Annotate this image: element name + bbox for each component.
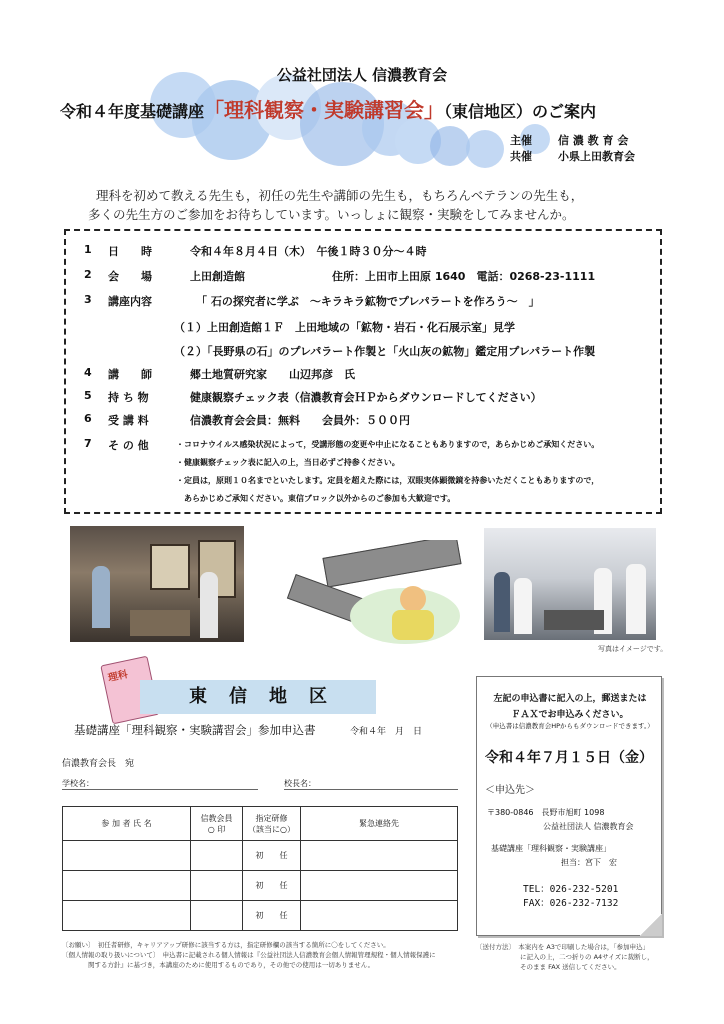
emergency-contact-cell[interactable] <box>301 841 458 871</box>
training-cell[interactable]: 初 任 <box>243 841 301 871</box>
participant-name-cell[interactable] <box>63 841 191 871</box>
participant-name-cell[interactable] <box>63 871 191 901</box>
send-note-line: そのまま FAX 送信してください。 <box>520 963 621 971</box>
page-title <box>60 94 596 123</box>
col-training: 指定研修 （該当に○） <box>243 807 301 841</box>
page-curl <box>640 914 662 936</box>
detail-label: そ の 他 <box>108 439 149 452</box>
instruction-line: 左記の申込書に記入の上，郵送または <box>493 694 647 704</box>
table-row <box>63 871 458 901</box>
organization-name: 公益社団法人 信濃教育会 <box>276 66 448 84</box>
detail-value: 上田創造館 <box>190 270 245 283</box>
content-item-2: （２）「長野県の石」のプレパラート作製と「火山灰の鉱物」鑑定用プレパラート作製 <box>174 345 596 358</box>
school-name-field[interactable] <box>62 778 258 790</box>
form-title: 基礎講座「理科観察・実験講習会」参加申込書 <box>74 723 316 737</box>
col-emergency-contact: 緊急連絡先 <box>301 807 458 841</box>
participant-name-cell[interactable] <box>63 901 191 931</box>
intro-text <box>88 186 656 224</box>
course-name: 基礎講座「理科観察・実験講座」 <box>491 844 611 853</box>
postal-address: 〒380-0846 長野市旭町 1098 <box>487 808 605 817</box>
host-name: 信 濃 教 育 会 <box>558 134 629 147</box>
destination-org: 公益社団法人 信濃教育会 <box>543 822 634 831</box>
detail-num: 2 <box>84 268 92 281</box>
emergency-contact-cell[interactable] <box>301 901 458 931</box>
footnote: 関する方針』に基づき，本講座のために使用するものであり，その他での使用は一切ありません。 <box>62 961 375 969</box>
decor-bubble <box>466 130 504 168</box>
detail-value: 健康観察チェック表（信濃教育会ＨＰからダウンロードしてください） <box>190 391 542 404</box>
photo-exhibit-room <box>70 526 244 642</box>
content-theme: 「 石の探究者に学ぶ ～キラキラ鉱物でプレパラートを作ろう～ 」 <box>196 295 540 308</box>
detail-num: 7 <box>84 437 92 450</box>
form-addressee: 信濃教育会長 宛 <box>62 759 135 769</box>
region-banner: 東信地区 <box>140 680 376 714</box>
fax-number: FAX：026-232-7132 <box>523 898 619 909</box>
decor-bubble <box>430 126 470 166</box>
other-note: あらかじめご承知ください。東信ブロック以外からのご参加も大歓迎です。 <box>176 494 456 503</box>
detail-label: 講 師 <box>108 368 152 381</box>
title-region: （東信地区） <box>444 102 533 121</box>
detail-label: 講座内容 <box>108 295 152 308</box>
instruction-note: （申込書は信濃教育会HPからもダウンロードできます。） <box>486 722 654 730</box>
footnote: 〔個人情報の取り扱いについて〕 申込書に記載される個人情報は『公益社団法人信濃教育会個人情報管理規程・個人情報保護に <box>62 951 436 959</box>
principal-label: 校長名： <box>284 779 316 788</box>
hosts <box>510 133 635 165</box>
member-cell[interactable] <box>191 841 243 871</box>
detail-label: 日 時 <box>108 245 152 258</box>
detail-num: 3 <box>84 293 92 306</box>
detail-num: 5 <box>84 389 92 402</box>
col-participant-name: 参 加 者 氏 名 <box>63 807 191 841</box>
send-note-line: に記入の上，二つ折りの A4サイズに裁断し， <box>520 953 654 961</box>
intro-line: 理科を初めて教える先生も，初任の先生や講師の先生も，もちろんベテランの先生も， <box>96 188 584 203</box>
detail-num: 1 <box>84 243 92 256</box>
table-row <box>63 901 458 931</box>
submission-info-box <box>476 676 662 936</box>
intro-line: 多くの先生方のご参加をお待ちしています。いっしょに観察・実験をしてみませんか。 <box>88 207 575 222</box>
tel-number: TEL：026-232-5201 <box>523 884 619 895</box>
col-member: 信教会員 ○ 印 <box>191 807 243 841</box>
footnote: 〔お願い〕 初任者研修，キャリアアップ研修に該当する方は，指定研修欄の該当する箇所に〇をしてください。 <box>62 941 390 949</box>
deadline: 令和４年７月１５日（金） <box>485 750 653 766</box>
photo-caption: 写真はイメージです。 <box>598 645 668 653</box>
other-note: ・コロナウイルス感染状況によって，受講形態の変更や中止になることもありますので，あらかじめご承知ください。 <box>176 440 600 449</box>
other-note: ・健康観察チェック表に記入の上，当日必ずご持参ください。 <box>176 458 400 467</box>
host-role: 共催 <box>510 150 532 163</box>
title-prefix: 令和４年度基礎講座 <box>60 102 205 121</box>
school-label: 学校名： <box>62 779 94 788</box>
send-method-note <box>476 942 666 972</box>
detail-value: 郷土地質研究家 山辺邦彦 氏 <box>190 368 355 381</box>
training-cell[interactable]: 初 任 <box>243 871 301 901</box>
form-footnotes <box>62 940 462 970</box>
venue-address: 住所：上田市上田原 1640 電話：0268-23-1111 <box>332 270 596 283</box>
title-suffix: のご案内 <box>532 102 597 121</box>
member-cell[interactable] <box>191 871 243 901</box>
form-date: 令和４年 月 日 <box>350 727 423 737</box>
content-item-1: （１）上田創造館１Ｆ 上田地域の「鉱物・岩石・化石展示室」見学 <box>174 321 515 334</box>
detail-num: 6 <box>84 412 92 425</box>
details-box <box>64 229 662 514</box>
instruction-line: ＦＡＸでお申込みください。 <box>511 710 629 720</box>
emergency-contact-cell[interactable] <box>301 871 458 901</box>
principal-name-field[interactable] <box>284 778 458 790</box>
training-cell[interactable]: 初 任 <box>243 901 301 931</box>
host-name: 小県上田教育会 <box>558 150 635 163</box>
table-row <box>63 841 458 871</box>
contact-person: 担当：宮下 宏 <box>561 858 617 867</box>
detail-label: 受 講 料 <box>108 414 149 427</box>
detail-label: 会 場 <box>108 270 152 283</box>
photo-lab-room <box>484 528 656 640</box>
detail-value: 信濃教育会会員：無料 会員外：５００円 <box>190 414 410 427</box>
detail-label: 持 ち 物 <box>108 391 149 404</box>
illustration-slides <box>260 540 470 650</box>
detail-num: 4 <box>84 366 92 379</box>
detail-value: 令和４年８月４日（木） 午後１時３０分～４時 <box>190 245 427 258</box>
title-main: 「理科観察・実験講習会」 <box>204 98 445 122</box>
book-label: 理科 <box>107 669 129 685</box>
send-note-line: 〔送付方法〕 本案内を A3で印刷した場合は，「参加申込」 <box>476 943 650 951</box>
member-cell[interactable] <box>191 901 243 931</box>
other-note: ・定員は，原則１０名までといたします。定員を超えた際には，双眼実体顕微鏡を持参いただくこともありますので， <box>176 476 600 485</box>
destination-label: ＜申込先＞ <box>485 785 535 796</box>
host-role: 主催 <box>510 134 532 147</box>
application-table <box>62 806 458 931</box>
table-header-row <box>63 807 458 841</box>
